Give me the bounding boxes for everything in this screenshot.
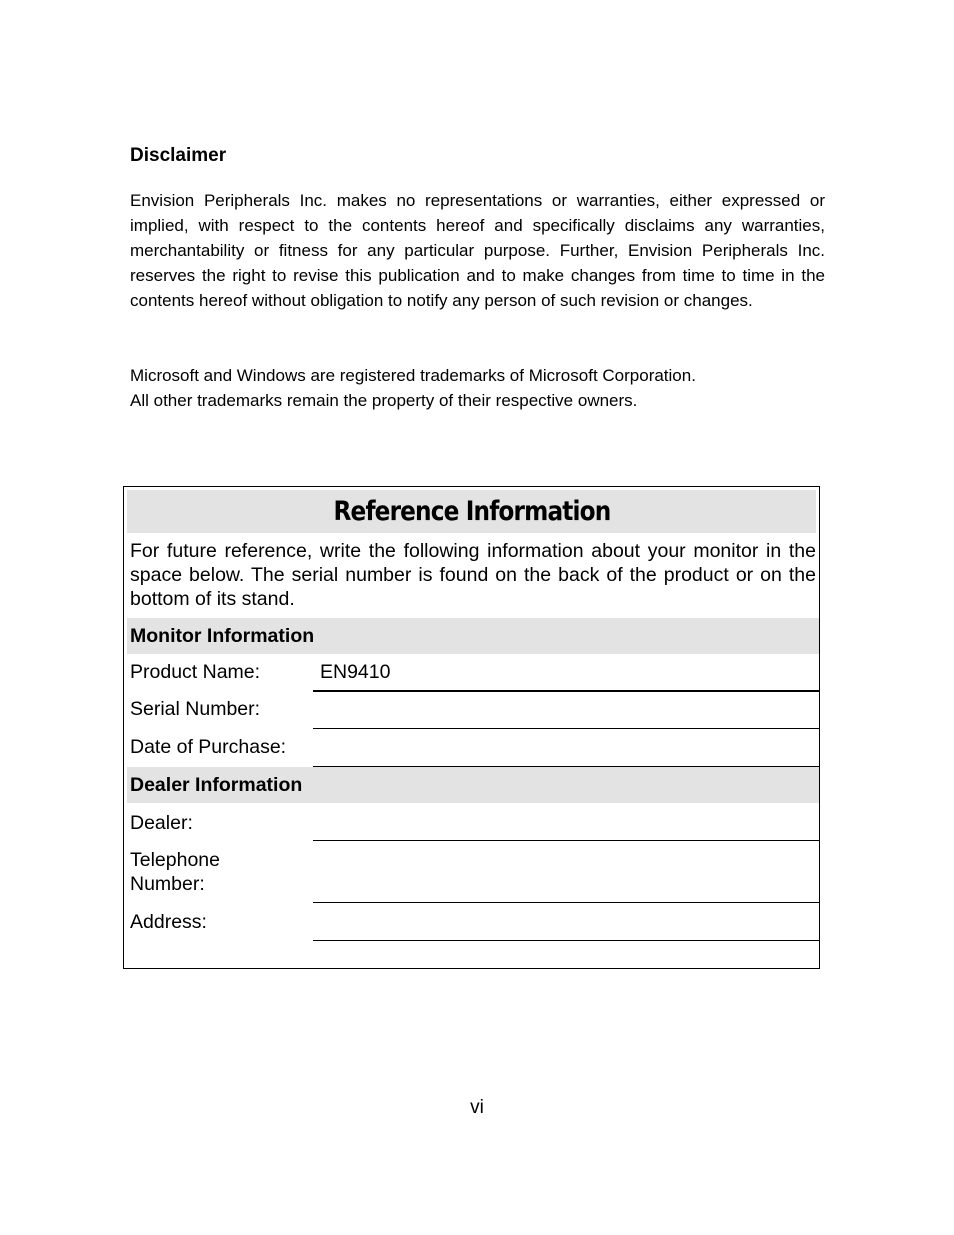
product-name-line [313,690,819,692]
disclaimer-heading: Disclaimer [130,145,227,166]
reference-title-bar [127,490,816,533]
date-of-purchase-label: Date of Purchase: [130,736,287,758]
reference-intro: For future reference, write the following information about your monitor in the space below. The serial number is found on the back of the product or on the bottom of its stand. [130,540,816,610]
telephone-label-line2: Number: [130,873,205,895]
disclaimer-body: Envision Peripherals Inc. makes no representations or warranties, either expressed or implied, with respect to the contents hereof and specifically disclaims any warranties, merchantability or fitness for any particular purpose. Further, Envision Peripherals Inc. reserves the right to revise this publication and to make changes from time to time in the contents hereof without obligation to notify any person of such revision or changes. [130,191,825,310]
address-label: Address: [130,911,207,933]
telephone-label-line1: Telephone [130,849,220,871]
reference-information-form [123,486,820,969]
dealer-label: Dealer: [130,812,193,834]
reference-title: Reference Information [333,496,610,527]
serial-number-line [313,728,819,729]
trademark-notice-others: All other trademarks remain the property of their respective owners. [130,391,638,410]
serial-number-label: Serial Number: [130,698,261,720]
product-name-value[interactable]: EN9410 [320,661,391,683]
trademark-notice-microsoft: Microsoft and Windows are registered trademarks of Microsoft Corporation. [130,366,696,385]
dealer-line[interactable] [313,840,819,841]
address-line[interactable] [313,940,819,941]
product-name-label: Product Name: [130,661,261,683]
page-number: vi [470,1097,484,1118]
dealer-information-heading: Dealer Information [127,767,819,803]
telephone-line[interactable] [313,902,819,903]
monitor-information-heading: Monitor Information [127,618,819,654]
